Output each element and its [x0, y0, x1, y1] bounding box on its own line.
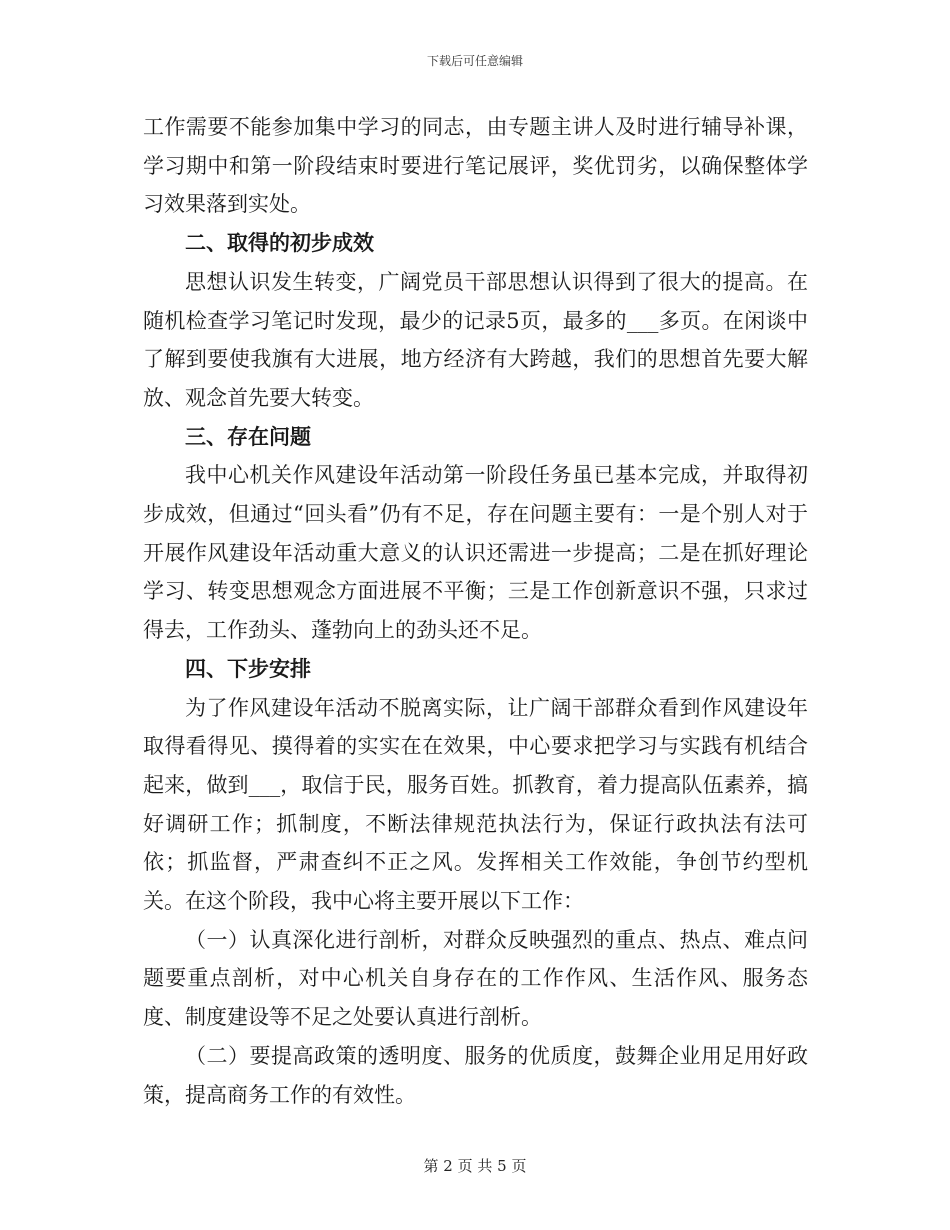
document-body [143, 108, 808, 1114]
paragraph-next-steps: 为了作风建设年活动不脱离实际，让广阔干部群众看到作风建设年取得看得见、摸得着的实实在在效果，中心要求把学习与实践有机结合起来，做到___，取信于民，服务百姓。抓教育，着力提高队伍素养，搞好调研工作；抓制度，不断法律规范执法行为，保证行政执法有法可依；抓监督，严肃查纠不正之风。发挥相关工作效能，争创节约型机关。在这个阶段，我中心将主要开展以下工作： [143, 695, 808, 914]
paragraph-problems: 我中心机关作风建设年活动第一阶段任务虽已基本完成，并取得初步成效，但通过“回头看”仍有不足，存在问题主要有：一是个别人对于开展作风建设年活动重大意义的认识还需进一步提高；二是在抓好理论学习、转变思想观念方面进展不平衡；三是工作创新意识不强，只求过得去，工作劲头、蓬勃向上的劲头还不足。 [143, 463, 808, 643]
section-heading-4: 四、下步安排 [185, 655, 311, 681]
paragraph-results: 思想认识发生转变，广阔党员干部思想认识得到了很大的提高。在随机检查学习笔记时发现，最少的记录5页，最多的___多页。在闲谈中了解到要使我旗有大进展，地方经济有大跨越，我们的思想首先要大解放、观念首先要大转变。 [143, 269, 808, 410]
section-heading-3: 三、存在问题 [185, 423, 311, 449]
paragraph-continued: 工作需要不能参加集中学习的同志，由专题主讲人及时进行辅导补课，学习期中和第一阶段结束时要进行笔记展评，奖优罚劣，以确保整体学习效果落到实处。 [143, 115, 808, 217]
section-heading-2: 二、取得的初步成效 [185, 230, 374, 256]
page-footer: 第 2 页 共 5 页 [423, 1157, 527, 1175]
page-header: 下载后可任意编辑 [426, 54, 523, 68]
paragraph-item-2: （二）要提高政策的透明度、服务的优质度，鼓舞企业用足用好政策，提高商务工作的有效性。 [143, 1043, 808, 1107]
paragraph-item-1: （一）认真深化进行剖析，对群众反映强烈的重点、热点、难点问题要重点剖析，对中心机关自身存在的工作作风、生活作风、服务态度、制度建设等不足之处要认真进行剖析。 [143, 927, 808, 1030]
